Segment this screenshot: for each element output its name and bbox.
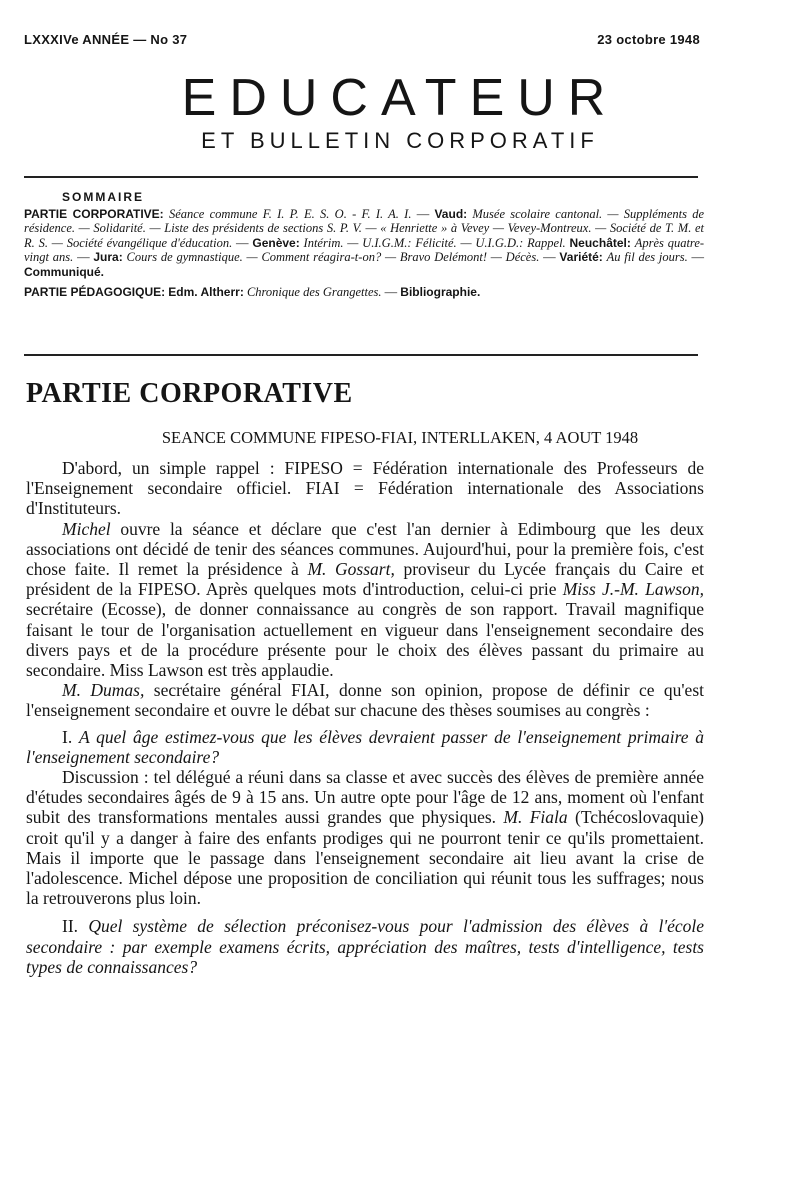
section-title: PARTIE CORPORATIVE (26, 378, 353, 409)
paragraph: D'abord, un simple rappel : FIPESO = Fédération internationale des Professeurs de l'Enseignement secondaire officiel. FIAI = Fédération internationale des Associations d'Instituteurs. (26, 458, 704, 519)
person-name: M. Gossart, (307, 559, 395, 580)
toc-region-label: Vaud: (434, 206, 468, 221)
paragraph (26, 767, 704, 908)
toc-region-label: Jura: (93, 250, 123, 265)
toc-region-label: Neuchâtel: (569, 235, 631, 250)
text: Discussion : tel délégué a réuni dans sa classe et avec succès des élèves de première année d'études secondaires âgés de 9 à 15 ans. Un autre opte pour l'âge de 12 ans, moment où l'enfant subit des transformations mentales aussi grandes que physiques. (26, 767, 704, 828)
toc-sep: — (687, 250, 705, 265)
person-name: M. Fiala (503, 807, 568, 828)
question-2 (26, 916, 704, 977)
toc-item: Chronique des Grangettes. (246, 284, 382, 299)
toc-item: Bibliographie. (400, 284, 481, 299)
journal-title: EDUCATEUR (181, 69, 619, 127)
toc-item: Communiqué. (24, 264, 104, 279)
person-name: Michel (62, 518, 111, 539)
text: secrétaire (Ecosse), de donner connaissance au congrès de son rapport. Travail magnifique faisant le tour de l'organisation actuellement en vigueur dans l'enseignement secondaire des divers pays et de la procédure présente pour le choix des élèves passant du primaire au secondaire. Miss Lawson est très applaudie. (26, 599, 704, 681)
paragraph (26, 519, 704, 681)
article-body (26, 458, 704, 977)
toc-sep: — (381, 284, 401, 299)
toc-author: Edm. Altherr: (168, 284, 244, 299)
toc-item: Cours de gymnastique. — Comment réagira-t-on? — Bravo Delémont! — Décès. (126, 250, 540, 265)
article-title: SEANCE COMMUNE FIPESO-FIAI, INTERLLAKEN, 4 AOUT 1948 (161, 428, 639, 447)
toc-sep: — (411, 206, 435, 221)
issue-date: 23 octobre 1948 (597, 32, 700, 47)
divider-top (24, 176, 698, 178)
toc-item: Au fil des jours. (606, 250, 688, 265)
toc-pedagogique-label: PARTIE PÉDAGOGIQUE: (24, 284, 166, 299)
toc-sep: — (73, 250, 94, 265)
text: (Tchécoslovaquie) croit qu'il y a danger à faire des enfants prodiges qui ne pourront tenir ce qu'ils promettaient. Mais il importe que le passage dans l'enseignement secondaire ait lieu avant la crise de l'adolescence. Michel dépose une proposition de conciliation qui réunit tous les suffrages; nous la retrouverons plus loin. (26, 807, 704, 909)
journal-subtitle: ET BULLETIN CORPORATIF (201, 128, 599, 153)
toc-pedagogique (24, 285, 704, 300)
text: secrétaire général FIAI, donne son opinion, propose de définir ce qu'est l'enseignement secondaire et ouvre le débat sur chacune des thèses soumises au congrès : (26, 680, 704, 721)
sommaire-heading: SOMMAIRE (62, 190, 144, 204)
question-text: Quel système de sélection préconisez-vous pour l'admission des élèves à l'école secondaire : par exemple examens écrits, appréciation des maîtres, tests d'intelligence, tests types de connaissances? (26, 916, 704, 977)
question-number: I. (62, 726, 73, 747)
question-number: II. (62, 916, 79, 937)
question-text: A quel âge estimez-vous que les élèves devraient passer de l'enseignement primaire à l'enseignement secondaire? (26, 726, 705, 767)
toc-corporative-label: PARTIE CORPORATIVE: (24, 206, 164, 221)
toc-sep: — (232, 235, 253, 250)
table-of-contents (24, 190, 704, 299)
toc-region-label: Genève: (252, 235, 300, 250)
question-1 (26, 727, 704, 767)
toc-region-label: Variété: (559, 250, 603, 265)
toc-item: Intérim. — U.I.G.M.: Félicité. — U.I.G.D.: Rappel. (303, 235, 566, 250)
toc-sep: — (539, 250, 560, 265)
toc-item: Après quatre-vingt ans. (24, 235, 705, 265)
person-name: M. Dumas, (62, 680, 145, 701)
toc-item: Musée scolaire cantonal. — Suppléments de résidence. — Solidarité. — Liste des présidents de sections S. P. V. — « Henriette » à Vevey — Vevey-Montreux. — Société de T. M. et R. S. — Société évangélique d'éducation. (24, 206, 705, 250)
issue-number: LXXXIVe ANNÉE — No 37 (24, 32, 188, 47)
divider-bottom (24, 354, 698, 356)
text: ouvre la séance et déclare que c'est l'an dernier à Edimbourg que les deux associations ont décidé de tenir des séances communes. Aujourd'hui, pour la première fois, c'est chose faite. Il remet la présidence à (26, 518, 704, 580)
text: proviseur du Lycée français du Caire et président de la FIPESO. Après quelques mots d'introduction, celui-ci prie (26, 559, 704, 600)
person-name: Miss J.-M. Lawson, (562, 579, 704, 600)
paragraph (26, 680, 704, 720)
toc-corporative (24, 207, 704, 280)
toc-item: Séance commune F. I. P. E. S. O. - F. I. A. I. (168, 206, 412, 221)
